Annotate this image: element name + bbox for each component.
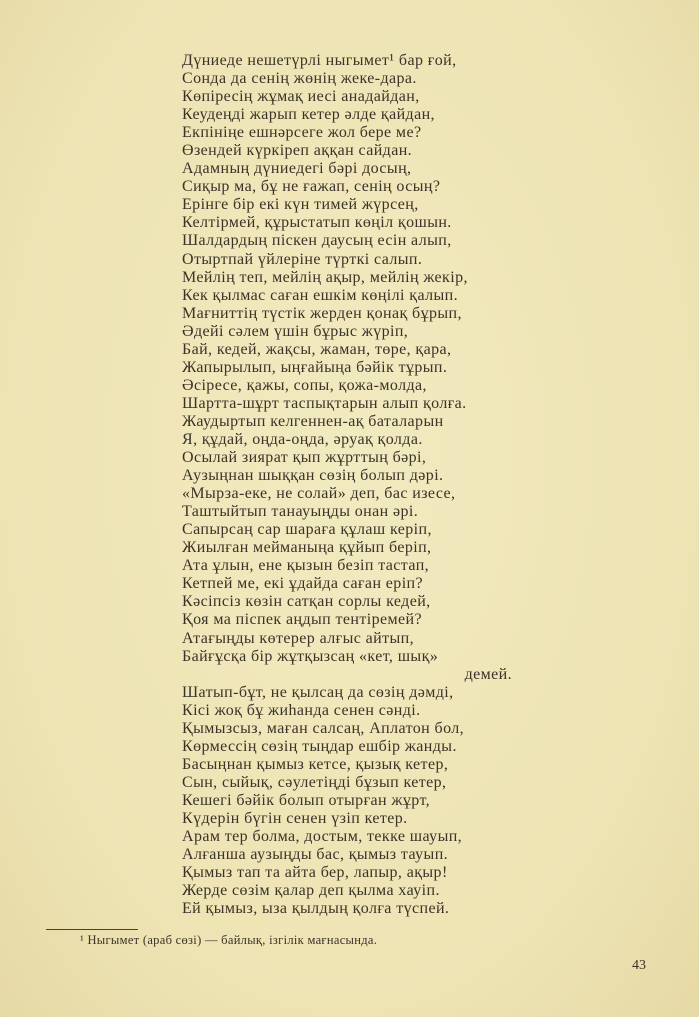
poem-line: Сиқыр ма, бұ не ғажап, сенің осың? [182, 178, 441, 196]
poem-line: Қымызсыз, маған салсаң, Аплатон бол, [182, 719, 465, 737]
poem-line: Отыртпай үйлеріне түрткі салып. [182, 250, 423, 268]
poem-line: Кісі жоқ бұ жиһанда сенен сәнді. [182, 701, 421, 719]
poem-line: Жаудыртып келгеннен-ақ баталарын [182, 412, 444, 430]
footnote: ¹ Ныгымет (араб сөзі) — байлық, ізгілік мағнасында. [80, 933, 378, 947]
poem-line: Қоя ма піспек аңдып тентіремей? [182, 611, 422, 629]
poem-line: Екпініңе ешнәрсеге жол бере ме? [182, 124, 422, 142]
poem-line: Әсіресе, қажы, сопы, қожа-молда, [182, 376, 427, 394]
poem-line: Я, құдай, оңда-оңда, әруақ қолда. [182, 430, 423, 448]
poem-line: Көпіресің жұмақ иесі анадайдан, [182, 88, 420, 106]
poem-line: Кешегі бәйік болып отырған жұрт, [182, 791, 431, 809]
poem-line: Кек қылмас саған ешкім көңілі қалып. [182, 286, 458, 304]
poem-line: Адамның дүниедегі бәрі досың, [182, 160, 412, 178]
poem-line: Мағниттің түстік жерден қонақ бұрып, [182, 304, 462, 322]
poem-line: Кетпей ме, екі ұдайда саған еріп? [182, 575, 424, 593]
poem-line: Жерде сөзім қалар деп қылма хауіп. [182, 882, 440, 900]
poem-line: Кеудеңді жарып кетер әлде қайдан, [182, 106, 435, 124]
poem-line: Атағыңды көтерер алғыс айтып, [182, 629, 414, 647]
poem-line: демей. [464, 665, 512, 683]
poem-line: Қымыз тап та айта бер, лапыр, ақыр! [182, 864, 448, 882]
page-number: 43 [632, 958, 646, 973]
poem-line: Шартта-шұрт таспықтарын алып қолға. [182, 394, 467, 412]
poem-line: Бай, кедей, жақсы, жаман, төре, қара, [182, 340, 452, 358]
poem-line: Арам тер болма, достым, текке шауып, [182, 828, 463, 846]
poem-line: Байғұсқа бір жұтқызсаң «кет, шық» [182, 647, 439, 665]
poem-line: «Мырза-еке, не солай» деп, бас изесе, [182, 485, 456, 503]
poem-line: Шатып-бұт, не қылсаң да сөзің дәмді, [182, 683, 454, 701]
poem-line: Көрмессің сөзің тыңдар ешбір жанды. [182, 737, 457, 755]
poem-text [182, 52, 522, 918]
poem-line: Сын, сыйық, сәулетіңді бұзып кетер, [182, 773, 447, 791]
poem-line: Әдейі сәлем үшін бұрыс жүріп, [182, 322, 409, 340]
poem-line: Аузыңнан шыққан сөзің болып дәрі. [182, 467, 444, 485]
poem-line: Таштыйтып танауыңды онан әрі. [182, 503, 419, 521]
poem-line: Келтірмей, құрыстатып көңіл қошын. [182, 214, 452, 232]
poem-line: Ей қымыз, ыза қылдың қолға түспей. [182, 900, 450, 918]
poem-line: Басыңнан қымыз кетсе, қызық кетер, [182, 755, 449, 773]
poem-line: Өзендей күркіреп аққан сайдан. [182, 142, 413, 160]
poem-line: Мейлің теп, мейлің ақыр, мейлің жекір, [182, 268, 468, 286]
poem-line: Сапырсаң сар шараға құлаш керіп, [182, 521, 432, 539]
poem-line: Ерінге бір екі күн тимей жүрсең, [182, 196, 419, 214]
poem-line: Күдерін бүгін сенен үзіп кетер. [182, 809, 408, 827]
poem-line: Дүниеде нешетүрлі ныгымет¹ бар ғой, [182, 52, 457, 69]
poem-line: Осылай зиярат қып жұрттың бәрі, [182, 449, 427, 467]
poem-line: Алғанша аузыңды бас, қымыз тауып. [182, 846, 449, 864]
footnote-divider [46, 929, 138, 930]
poem-line: Кәсіпсіз көзін сатқан сорлы кедей, [182, 593, 431, 611]
poem-line: Жапырылып, ыңғайыңа бәйік тұрып. [182, 358, 448, 376]
poem-line: Ата ұлын, ене қызын безіп тастап, [182, 557, 430, 575]
poem-line: Шалдардың піскен даусың есін алып, [182, 232, 452, 250]
poem-line: Сонда да сенің жөнің жеке-дара. [182, 70, 417, 88]
poem-line: Жиылған мейманыңа құйып беріп, [182, 539, 432, 557]
